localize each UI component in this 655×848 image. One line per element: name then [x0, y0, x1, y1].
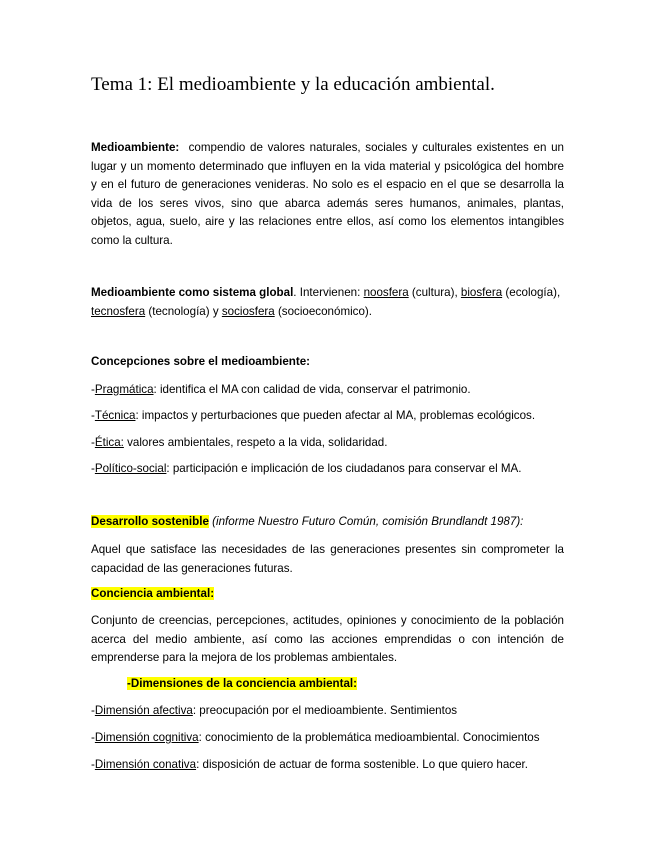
dimensiones-heading [127, 677, 357, 690]
dash: - [91, 436, 95, 449]
dimension-desc: : disposición de actuar de forma sostenible. Lo que quiero hacer. [196, 758, 528, 771]
concepcion-name: Pragmática [94, 383, 154, 396]
concepcion-name: Técnica [94, 409, 136, 422]
sistema-global-term: Medioambiente como sistema global [91, 286, 294, 299]
concepcion-desc: : impactos y perturbaciones que pueden afectar al MA, problemas ecológicos. [135, 409, 536, 422]
dimension-item [91, 731, 540, 744]
sistema-item-name: tecnosfera [91, 304, 146, 318]
dash: - [91, 409, 95, 422]
conciencia-term: Conciencia ambiental: [91, 587, 215, 600]
sistema-global-intro: . Intervienen: [293, 286, 361, 299]
conciencia-definition: Conjunto de creencias, percepciones, actitudes, opiniones y conocimiento de la población acerca del medio ambiente, así como las acciones emprendidas o con intención de emprenderse para la mejora de los problemas ambientales. [91, 614, 564, 665]
concepcion-item [91, 383, 471, 396]
concepciones-heading-text: Concepciones sobre el medioambiente: [91, 355, 311, 368]
desarrollo-definition: Aquel que satisface las necesidades de las generaciones presentes sin comprometer la capacidad de las generaciones futuras. [91, 543, 564, 575]
desarrollo-source: (informe Nuestro Futuro Común, comisión Brundlandt 1987): [212, 515, 524, 528]
dimension-name: Dimensión cognitiva [94, 731, 199, 744]
dash: - [91, 758, 95, 771]
sistema-item-desc: (ecología), [505, 286, 561, 299]
sistema-item-desc: (cultura), [411, 286, 458, 299]
medioambiente-paragraph [91, 139, 564, 251]
sistema-item-name: noosfera [363, 286, 409, 299]
dash: - [91, 731, 95, 744]
medioambiente-definition: compendio de valores naturales, sociales y culturales existentes en un lugar y un momento determinado que influyen en la vida material y psicológica del hombre y en el futuro de generaciones venideras. No solo es el espacio en el que se desarrolla la vida de los seres vivos, sino que abarca además seres humanos, animales, plantas, objetos, agua, suelo, aire y las relaciones entre ellos, así como los elementos intangibles como la cultura. [91, 141, 564, 247]
concepcion-desc: : identifica el MA con calidad de vida, conservar el patrimonio. [153, 383, 471, 396]
dimension-name: Dimensión conativa [94, 758, 197, 771]
dimensiones-heading-text: -Dimensiones de la conciencia ambiental: [127, 677, 358, 690]
desarrollo-heading [91, 515, 523, 528]
medioambiente-term: Medioambiente: [91, 141, 180, 154]
page-title: Tema 1: El medioambiente y la educación ambiental. [91, 74, 495, 95]
concepciones-heading [91, 355, 310, 368]
concepcion-name: Ética: [94, 436, 124, 449]
concepcion-item [91, 436, 387, 449]
sistema-item-name: sociosfera [221, 304, 275, 318]
dimension-item [91, 704, 457, 717]
conciencia-heading [91, 587, 214, 600]
concepcion-desc: : participación e implicación de los ciudadanos para conservar el MA. [166, 462, 522, 475]
dash: - [91, 462, 95, 475]
sistema-item-name: biosfera [460, 286, 503, 299]
sistema-item-desc: (tecnología) y [148, 304, 219, 318]
concepcion-desc: valores ambientales, respeto a la vida, solidaridad. [123, 436, 388, 449]
concepcion-item [91, 409, 535, 422]
dimension-desc: : preocupación por el medioambiente. Sentimientos [192, 704, 458, 717]
dash: - [91, 704, 95, 717]
desarrollo-term: Desarrollo sostenible [91, 515, 209, 528]
concepcion-item [91, 462, 522, 475]
sistema-item-desc: (socioeconómico). [277, 304, 373, 318]
dimension-desc: : conocimiento de la problemática medioambiental. Conocimientos [198, 731, 540, 744]
dash: - [91, 383, 95, 396]
dimension-name: Dimensión afectiva [94, 704, 193, 717]
concepcion-name: Político-social [94, 462, 167, 475]
dimension-item [91, 758, 528, 771]
sistema-global-paragraph [91, 284, 564, 321]
